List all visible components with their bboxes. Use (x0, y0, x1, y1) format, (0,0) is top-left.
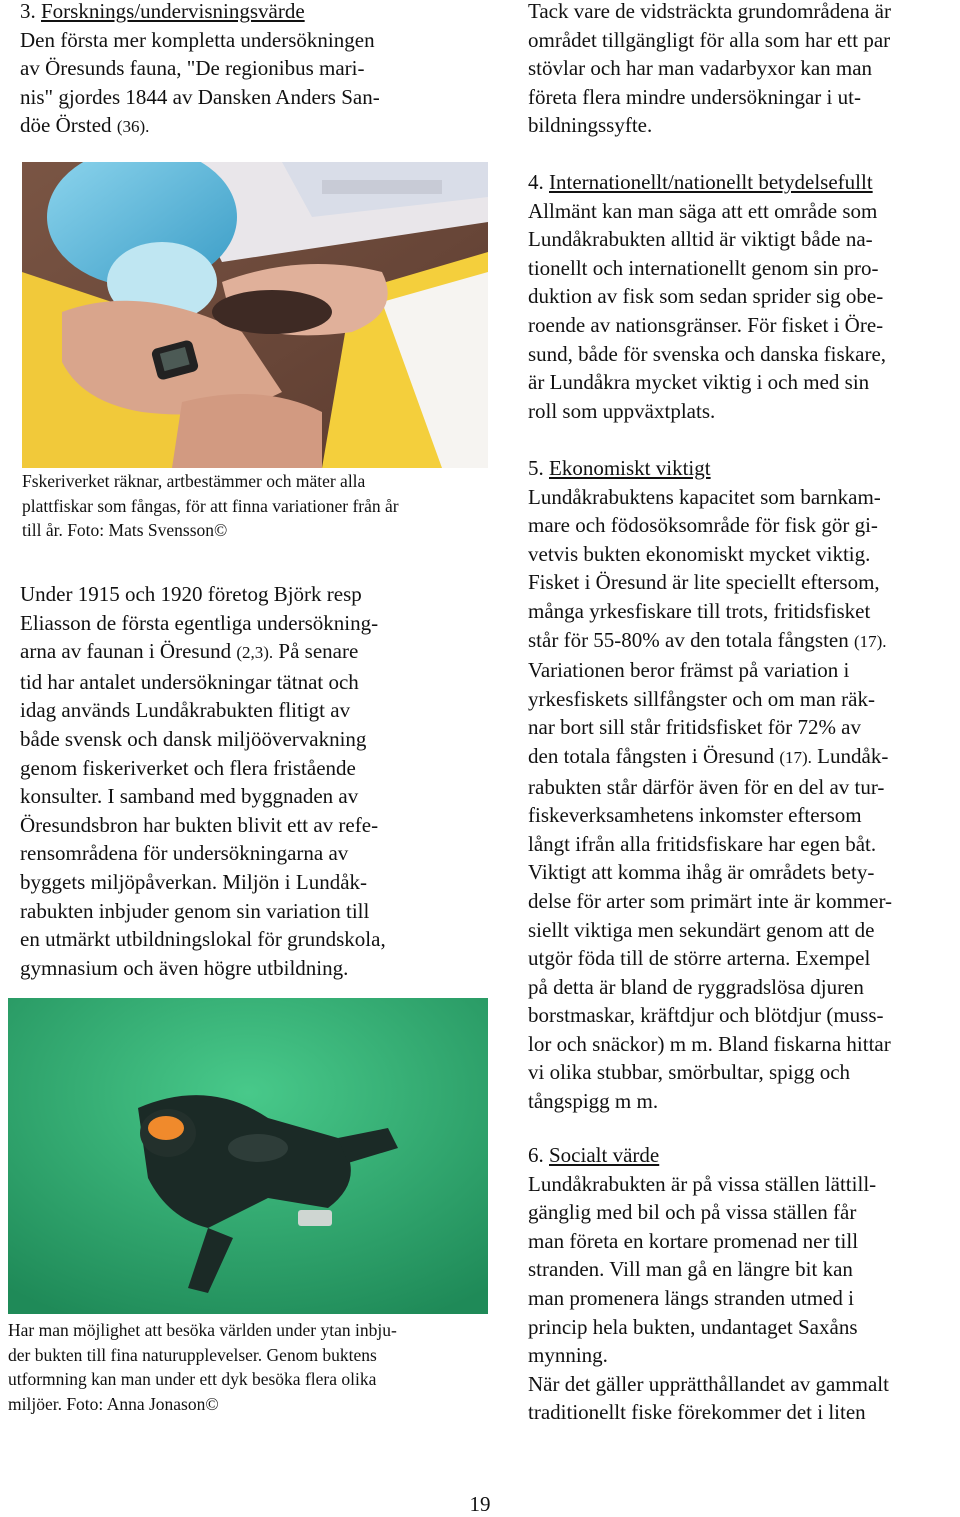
text-line: Tack vare de vidsträckta grundområdena är (528, 0, 891, 23)
section-number: 5. (528, 456, 544, 480)
text-line: yrkesfiskets sillfångster och om man räk- (528, 686, 875, 711)
text-line: fiskeverksamhetens inkomster eftersom (528, 803, 862, 828)
text-line: vetvis bukten ekonomiskt mycket viktig. (528, 541, 871, 566)
reference: (36). (116, 117, 150, 137)
text-line: både svensk och dansk miljöövervakning (20, 726, 367, 751)
caption-line: till år. Foto: Mats Svensson© (22, 520, 228, 540)
text-line: idag används Lundåkrabukten flitigt av (20, 698, 351, 723)
section-number: 3. (20, 0, 36, 23)
caption-line: miljöer. Foto: Anna Jonason© (8, 1393, 219, 1414)
caption-line: plattfiskar som fångas, för att finna variationer från år (22, 495, 399, 516)
photo-2-caption (8, 1318, 498, 1416)
page-number: 19 (469, 1492, 491, 1516)
text-line: sund, både för svenska och danska fiskare, (528, 341, 887, 366)
text-line: Variationen beror främst på variation i (528, 658, 850, 683)
text-line: duktion av fisk som sedan sprider sig obe- (528, 284, 884, 309)
section-title: Internationellt/nationellt betydelsefullt (549, 170, 873, 194)
text-line: roende av nationsgränser. För fisket i Öre- (528, 312, 884, 337)
text-line: vi olika stubbar, smörbultar, spigg och (528, 1060, 851, 1085)
section-title: Socialt värde (549, 1143, 660, 1167)
section-4 (528, 168, 958, 425)
text-line: princip hela bukten, undantaget Saxåns (528, 1314, 858, 1339)
text-line: Den första mer kompletta undersökningen (20, 27, 375, 52)
text-line: på detta är bland de ryggradslösa djuren (528, 974, 864, 999)
section-4-heading (528, 168, 958, 197)
text-line: mare och födosöksområde för fisk gör gi- (528, 513, 878, 538)
text-line: en utmärkt utbildningslokal för grundskola, (20, 927, 386, 952)
text-line: många yrkesfiskare till trots, fritidsfisket (528, 598, 871, 623)
text-line: rabukten står därför även för en del av tur- (528, 774, 885, 799)
text-line: arna av faunan i Öresund (2,3). På senare (20, 639, 359, 664)
text-line: utgör föda till de större arterna. Exempel (528, 946, 871, 971)
text-line: stranden. Vill man gå en längre bit kan (528, 1257, 853, 1282)
text-line: Under 1915 och 1920 företog Björk resp (20, 582, 362, 606)
text-line: området tillgängligt för alla som har ett par (528, 27, 891, 52)
text-line: gymnasium och även högre utbildning. (20, 955, 349, 980)
section-6-heading (528, 1141, 958, 1170)
section-5 (528, 454, 958, 1116)
text-line: är Lundåkra mycket viktig i och med sin (528, 370, 870, 395)
text-line: siellt viktiga men sekundärt genom att de (528, 917, 875, 942)
text-line: Fisket i Öresund är lite speciellt eftersom, (528, 570, 880, 595)
text-line: rensområdena för undersökningarna av (20, 841, 349, 866)
section-number: 4. (528, 170, 544, 194)
paragraph-research-history (20, 580, 480, 982)
text-line: rabukten inbjuder genom sin variation till (20, 898, 370, 923)
text-line: tid har antalet undersökningar tätnat och (20, 669, 359, 694)
reference: (17). (853, 631, 887, 651)
text-line: konsulter. I samband med byggnaden av (20, 784, 359, 809)
text-line: bildningssyfte. (528, 113, 653, 138)
section-title: Forsknings/undervisningsvärde (41, 0, 305, 23)
text-line: nis" gjordes 1844 av Dansken Anders San- (20, 84, 380, 109)
text-line: tionellt och internationellt genom sin pro- (528, 255, 879, 280)
text-line: traditionellt fiske förekommer det i liten (528, 1400, 866, 1425)
caption-line: utformning kan man under ett dyk besöka flera olika (8, 1369, 377, 1389)
text-line: lor och snäckor) m m. Bland fiskarna hittar (528, 1031, 891, 1056)
photo-1-caption (22, 469, 492, 543)
text-line: Lundåkrabuktens kapacitet som barnkam- (528, 484, 881, 509)
text-line: byggets miljöpåverkan. Miljön i Lundåk- (20, 869, 368, 894)
text-line: roll som uppväxtplats. (528, 398, 716, 423)
photo-fish-measuring (22, 162, 488, 468)
text-line: man företa en kortare promenad ner till (528, 1228, 859, 1253)
photo-diver (8, 998, 488, 1314)
text-line: gänglig med bil och på vissa ställen får (528, 1200, 857, 1225)
copyright-icon: © (205, 1393, 219, 1414)
text-line: man promenera längs stranden utmed i (528, 1285, 854, 1310)
text-line: När det gäller upprätthållandet av gammalt (528, 1371, 889, 1396)
text-line: företa flera mindre undersökningar i ut- (528, 84, 861, 109)
caption-line: Fskeriverket räknar, artbestämmer och mäter alla (22, 471, 366, 491)
text-line: delse för arter som primärt inte är kommer- (528, 888, 893, 913)
reference: (2,3). (236, 643, 274, 663)
text-line: den totala fångsten i Öresund (17). Lundåk- (528, 743, 889, 768)
text-line: långt ifrån alla fritidsfiskare har egen båt. (528, 831, 877, 856)
text-line: Lundåkrabukten alltid är viktigt både na- (528, 227, 873, 252)
section-3 (20, 0, 480, 142)
text-line: tångspigg m m. (528, 1089, 659, 1114)
section-5-heading (528, 454, 958, 483)
text-line: nar bort sill står fritidsfisket för 72% av (528, 715, 862, 740)
text-line: döe Örsted (36). (20, 113, 150, 138)
section-3-body (20, 26, 480, 112)
text-line: Lundåkrabukten är på vissa ställen lättill- (528, 1171, 877, 1196)
text-line: Allmänt kan man säga att ett område som (528, 198, 878, 223)
text-line: borstmaskar, kräftdjur och blötdjur (muss- (528, 1003, 884, 1028)
copyright-icon: © (214, 520, 228, 540)
text-line: av Öresunds fauna, "De regionibus mari- (20, 56, 365, 81)
section-number: 6. (528, 1143, 544, 1167)
caption-line: der bukten till fina naturupplevelser. Genom buktens (8, 1344, 377, 1365)
intro-accessibility (528, 0, 958, 140)
text-line: Viktigt att komma ihåg är områdets bety- (528, 860, 875, 885)
section-3-heading (20, 0, 480, 26)
text-line: stövlar och har man vadarbyxor kan man (528, 56, 873, 81)
reference: (17). (779, 747, 812, 767)
text-line: Öresundsbron har bukten blivit ett av refe- (20, 812, 379, 837)
caption-line: Har man möjlighet att besöka världen under ytan inbju- (8, 1320, 397, 1340)
section-6 (528, 1141, 958, 1427)
text-line: står för 55-80% av den totala fångsten (17). (528, 627, 887, 652)
text-line: genom fiskeriverket och flera fristående (20, 755, 356, 780)
section-title: Ekonomiskt viktigt (549, 456, 711, 480)
text-line: Eliasson de första egentliga undersökning- (20, 610, 379, 635)
text-line: mynning. (528, 1343, 608, 1368)
